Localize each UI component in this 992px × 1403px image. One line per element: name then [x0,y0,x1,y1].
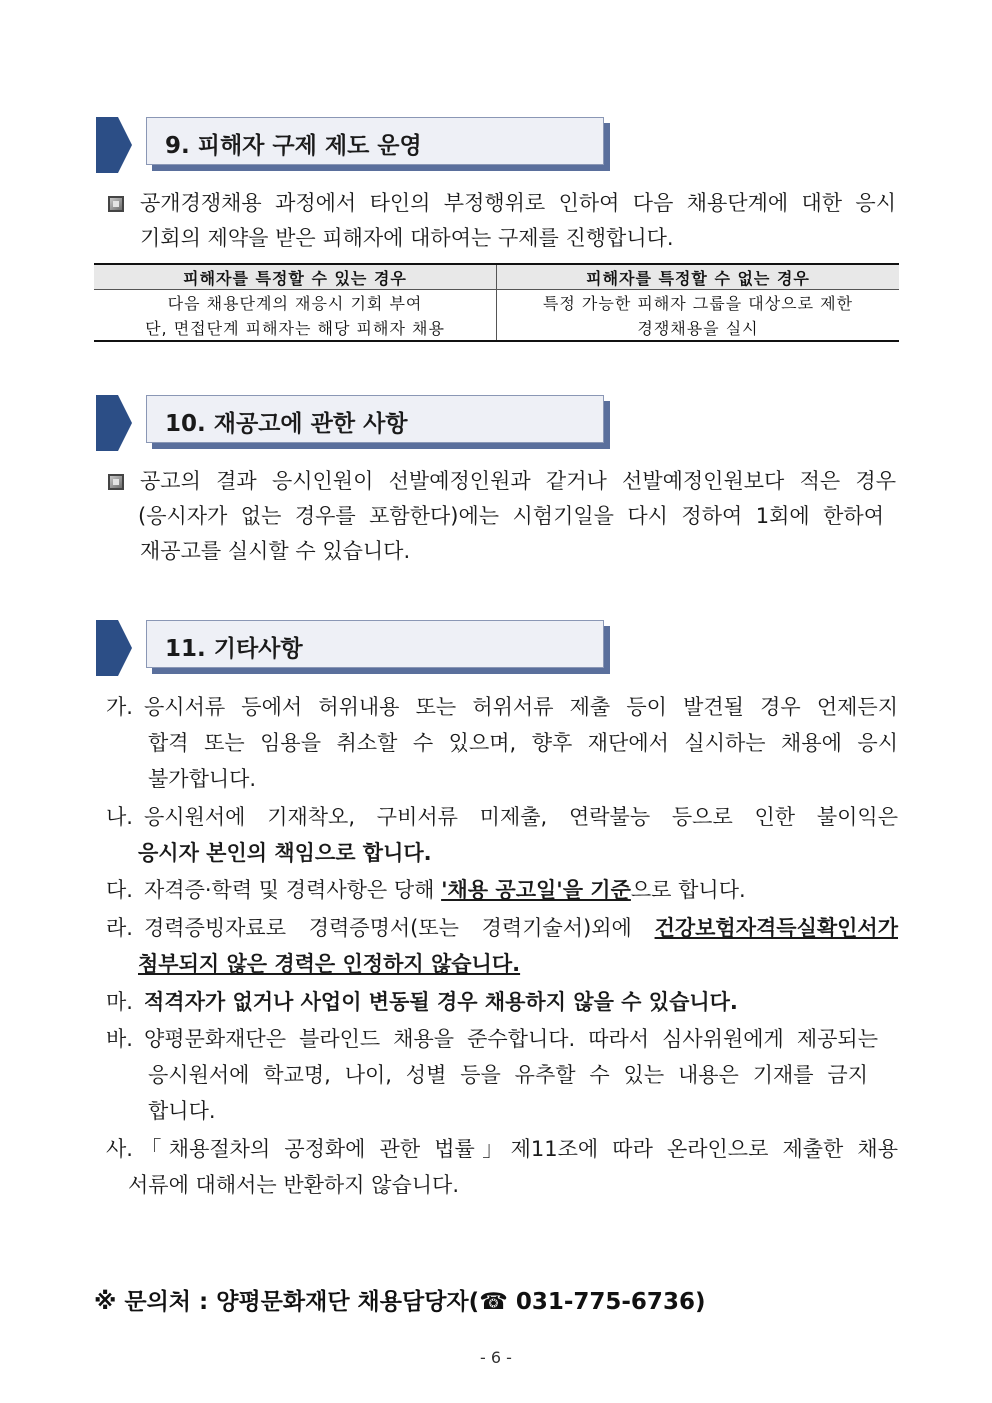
square-bullet-icon [108,196,124,212]
item-text: 서류에 대해서는 반환하지 않습니다. [128,1173,459,1197]
section-header-9 [96,117,616,173]
item-text: 합니다. [148,1099,216,1123]
page-number: - 6 - [480,1348,512,1367]
item-text: 응시원서에 학교명, 나이, 성별 등을 유추할 수 있는 내용은 기재를 금지 [148,1063,868,1087]
section-header-10 [96,395,616,451]
item-text: 자격증·학력 및 경력사항은 당해 [144,878,442,902]
item-text: 양평문화재단은 블라인드 채용을 준수합니다. 따라서 심사위원에게 제공되는 [144,1027,878,1051]
list-item-ga [106,689,898,797]
section-title: 10. 재공고에 관한 사항 [165,411,408,437]
table-cell: 단, 면접단계 피해자는 해당 피해자 채용 [94,315,497,341]
paragraph-line: (응시자가 없는 경우를 포함한다)에는 시험기일을 다시 정하여 1회에 한하여 [138,504,884,528]
item-label: 라. [106,916,133,940]
item-text: 경력증빙자료로 경력증명서(또는 경력기술서)외에 [144,916,655,940]
contact-label: ※ 문의처 : 양평문화재단 채용담당자( [94,1289,480,1315]
item-text-bold: 응시자 본인의 책임으로 합니다. [138,841,432,865]
table-cell: 경쟁채용을 실시 [497,315,900,341]
list-item-ba [106,1021,878,1129]
table-header-row [94,264,899,290]
list-item-ra [106,910,898,982]
paragraph-line: 공개경쟁채용 과정에서 타인의 부정행위로 인하여 다음 채용단계에 대한 응시 [140,191,896,215]
square-bullet-icon [108,474,124,490]
item-text: 합격 또는 임용을 취소할 수 있으며, 향후 재단에서 실시하는 채용에 응시 [148,731,898,755]
section-title: 11. 기타사항 [165,636,303,662]
table-header-cell: 피해자를 특정할 수 있는 경우 [94,264,497,290]
paragraph-line: 재공고를 실시할 수 있습니다. [140,539,411,563]
item-label: 나. [106,805,133,829]
chevron-right-icon [96,117,132,173]
item-text: 으로 합니다. [630,878,746,902]
section-title-box [146,620,604,668]
list-item-sa [106,1131,898,1203]
list-item-da [106,872,898,908]
item-label: 바. [106,1027,133,1051]
table-header-cell: 피해자를 특정할 수 없는 경우 [497,264,900,290]
item-label: 사. [106,1137,133,1161]
table-cell: 특정 가능한 피해자 그룹을 대상으로 제한 [542,294,854,313]
item-text: 「채용절차의 공정화에 관한 법률」제11조에 따라 온라인으로 제출한 채용 [132,1137,898,1161]
section-title-box [146,395,604,443]
item-label: 다. [106,878,133,902]
item-text-bold: 건강보험자격득실확인서가 [654,916,898,940]
list-item-ma [106,984,898,1020]
phone-icon: ☎ [479,1289,508,1315]
section-header-11 [96,620,616,676]
item-text: 응시서류 등에서 허위내용 또는 허위서류 제출 등이 발견될 경우 언제든지 [144,695,898,719]
table-row [94,290,899,316]
chevron-right-icon [96,395,132,451]
paragraph-line: 기회의 제약을 받은 피해자에 대하여는 구제를 진행합니다. [140,226,674,250]
contact-line [94,1283,705,1316]
section-title-box [146,117,604,165]
item-text: 응시원서에 기재착오, 구비서류 미제출, 연락불능 등으로 인한 불이익은 [144,805,898,829]
item-text-bold: 첨부되지 않은 경력은 인정하지 않습니다. [138,952,521,976]
table-row [94,315,899,341]
chevron-right-icon [96,620,132,676]
section-title: 9. 피해자 구제 제도 운영 [165,133,422,159]
table-cell: 다음 채용단계의 재응시 기회 부여 [94,290,497,316]
item-text: 불가합니다. [148,767,257,791]
paragraph-line: 공고의 결과 응시인원이 선발예정인원과 같거나 선발예정인원보다 적은 경우 [140,469,896,493]
contact-phone: 031-775-6736) [507,1289,706,1315]
item-text-bold: 적격자가 없거나 사업이 변동될 경우 채용하지 않을 수 있습니다. [144,990,738,1014]
list-item-na [106,799,898,871]
item-label: 가. [106,695,133,719]
victim-table [94,263,899,342]
item-label: 마. [106,990,133,1014]
item-text-bold: '채용 공고일'을 기준 [441,878,631,902]
